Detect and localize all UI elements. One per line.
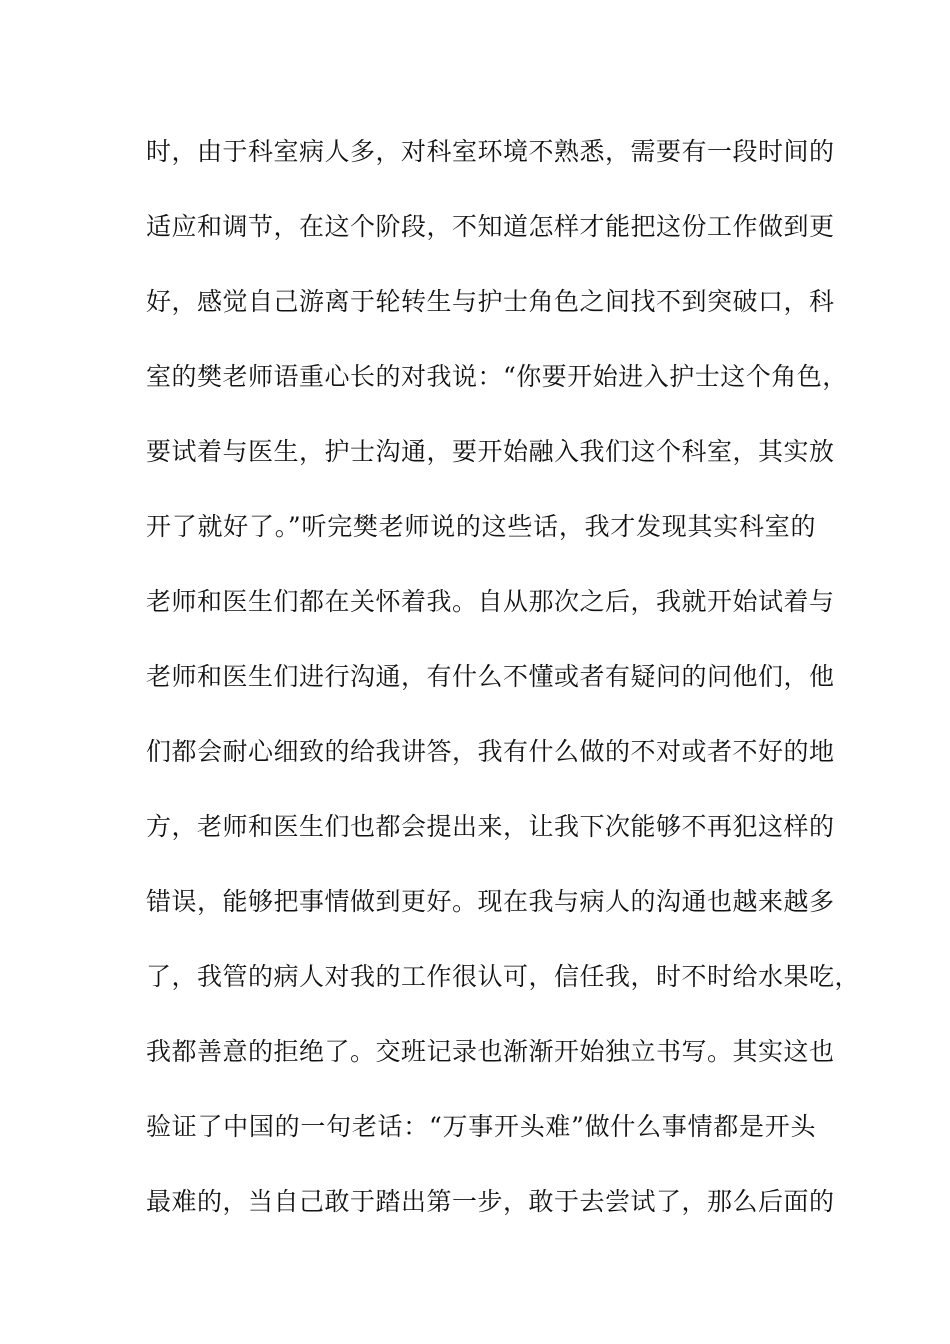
- text-line-13: 我都善意的拒绝了。交班记录也渐渐开始独立书写。其实这也: [146, 1037, 835, 1066]
- text-line-15: 最难的，当自己敢于踏出第一步，敢于去尝试了，那么后面的: [146, 1187, 835, 1216]
- body-text: [146, 130, 861, 1255]
- text-line-5: 要试着与医生，护士沟通，要开始融入我们这个科室，其实放: [146, 437, 835, 466]
- text-line-10: 方，老师和医生们也都会提出来，让我下次能够不再犯这样的: [146, 812, 835, 841]
- text-line-7: 老师和医生们都在关怀着我。自从那次之后，我就开始试着与: [146, 587, 835, 616]
- text-line-14: 验证了中国的一句老话：“万事开头难”做什么事情都是开头: [146, 1112, 816, 1141]
- text-line-8: 老师和医生们进行沟通，有什么不懂或者有疑问的问他们，他: [146, 662, 835, 691]
- text-line-2: 适应和调节，在这个阶段，不知道怎样才能把这份工作做到更: [146, 212, 835, 241]
- text-line-9: 们都会耐心细致的给我讲答，我有什么做的不对或者不好的地: [146, 737, 835, 766]
- text-line-12: 了，我管的病人对我的工作很认可，信任我，时不时给水果吃，: [146, 962, 861, 991]
- text-line-11: 错误，能够把事情做到更好。现在我与病人的沟通也越来越多: [146, 887, 835, 916]
- text-line-3: 好，感觉自己游离于轮转生与护士角色之间找不到突破口，科: [146, 287, 835, 316]
- text-line-6: 开了就好了。”听完樊老师说的这些话，我才发现其实科室的: [146, 512, 816, 541]
- text-line-1: 时，由于科室病人多，对科室环境不熟悉，需要有一段时间的: [146, 137, 835, 166]
- text-line-4: 室的樊老师语重心长的对我说：“你要开始进入护士这个角色，: [146, 362, 848, 391]
